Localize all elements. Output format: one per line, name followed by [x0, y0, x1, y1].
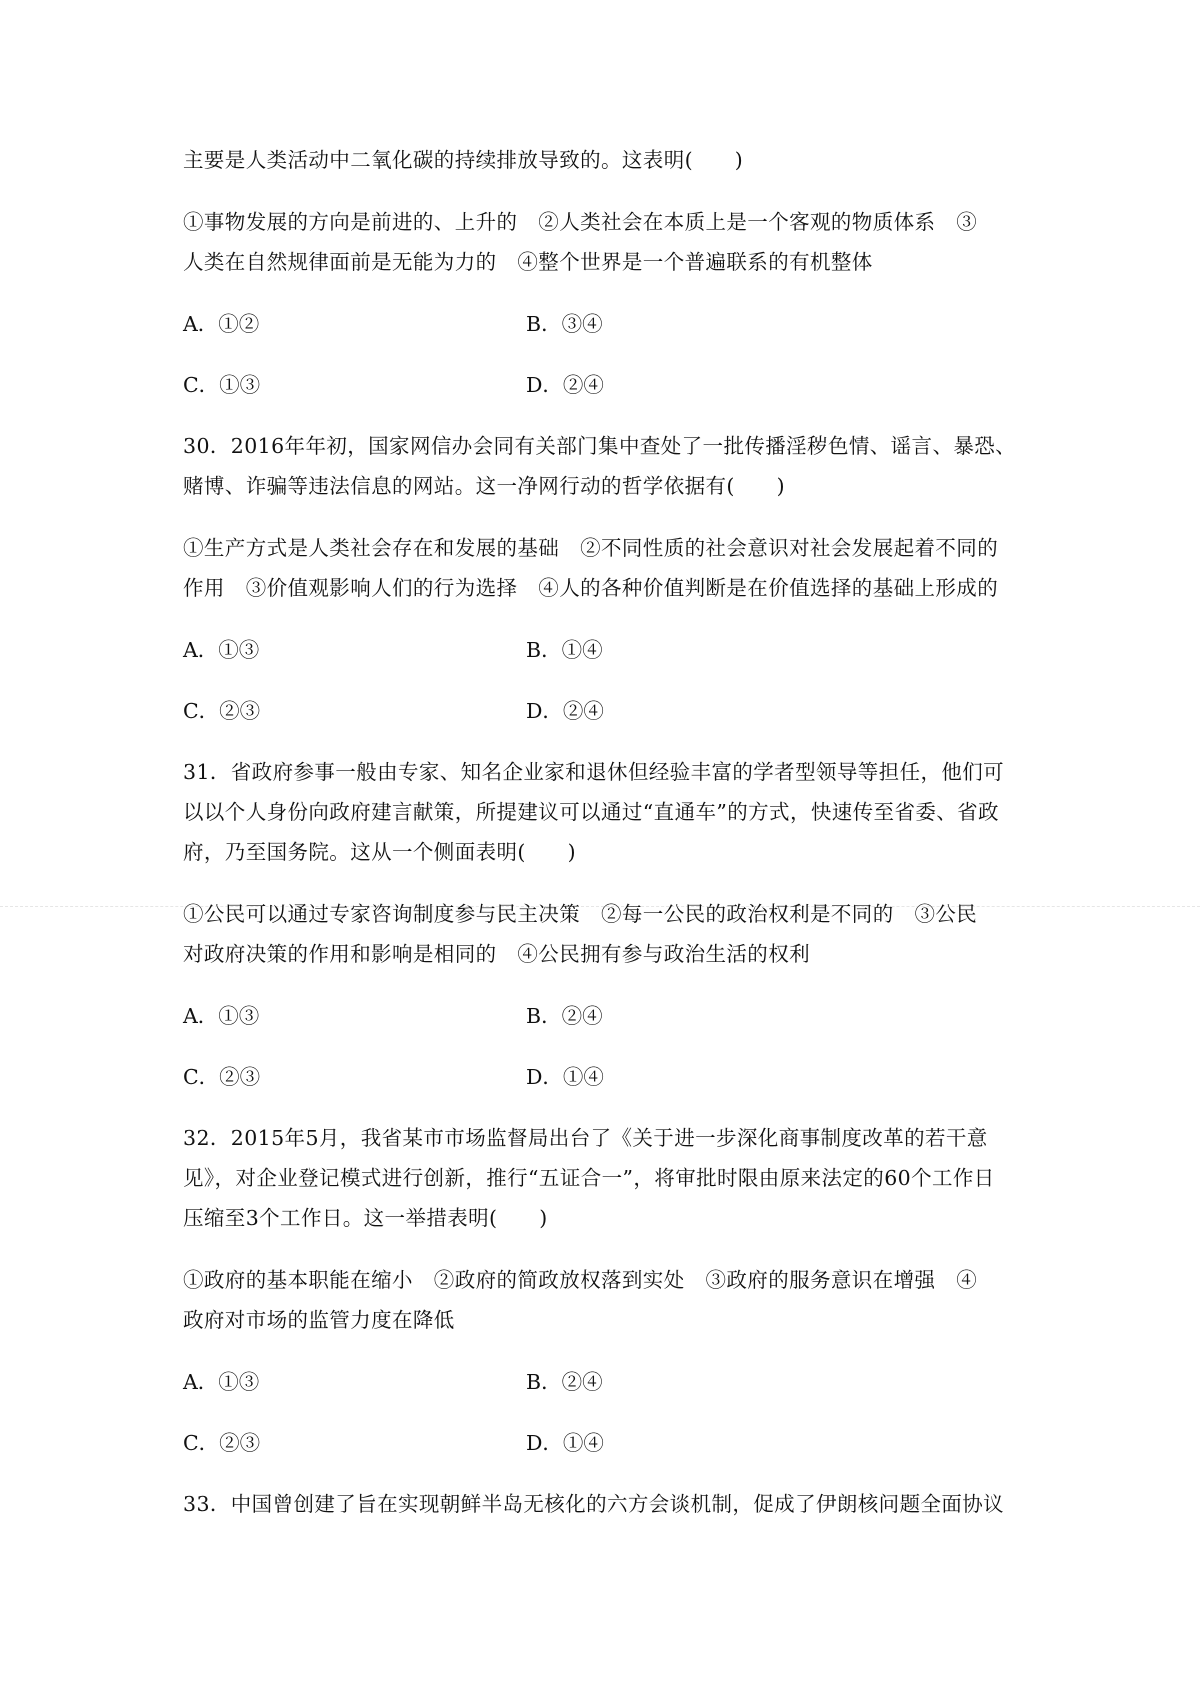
question-statements [183, 202, 1023, 282]
choice-a[interactable]: A．①② [183, 312, 260, 336]
stem-line: 压缩至3个工作日。这一举措表明( ) [183, 1206, 548, 1230]
statement-line: ①生产方式是人类社会存在和发展的基础 ②不同性质的社会意识对社会发展起着不同的 [183, 536, 999, 560]
stem-line: 33．中国曾创建了旨在实现朝鲜半岛无核化的六方会谈机制，促成了伊朗核问题全面协议 [183, 1492, 1005, 1516]
statement-line: ①公民可以通过专家咨询制度参与民主决策 ②每一公民的政治权利是不同的 ③公民 [183, 902, 978, 926]
question-stem [183, 1118, 1023, 1238]
statement-line: 政府对市场的监管力度在降低 [183, 1308, 455, 1332]
stem-line: 以以个人身份向政府建言献策，所提建议可以通过“直通车”的方式，快速传至省委、省政 [183, 800, 999, 824]
stem-line: 31．省政府参事一般由专家、知名企业家和退休但经验丰富的学者型领导等担任，他们可 [183, 760, 1005, 784]
question-32 [183, 1118, 1023, 1463]
choice-b[interactable]: B．③④ [526, 312, 603, 336]
question-statements [183, 894, 1023, 974]
question-statements [183, 1260, 1023, 1340]
statement-line: 作用 ③价值观影响人们的行为选择 ④人的各种价值判断是在价值选择的基础上形成的 [183, 576, 999, 600]
question-33 [183, 1484, 1023, 1524]
choice-row [183, 691, 1023, 731]
stem-line: 见》，对企业登记模式进行创新，推行“五证合一”，将审批时限由原来法定的60个工作日 [183, 1166, 995, 1190]
statement-line: 对政府决策的作用和影响是相同的 ④公民拥有参与政治生活的权利 [183, 942, 810, 966]
choice-c[interactable]: C．①③ [183, 373, 261, 397]
statement-line: 人类在自然规律面前是无能为力的 ④整个世界是一个普遍联系的有机整体 [183, 250, 873, 274]
choice-row [183, 1362, 1023, 1402]
choice-row [183, 304, 1023, 344]
question-stem [183, 752, 1023, 872]
stem-line: 府，乃至国务院。这从一个侧面表明( ) [183, 840, 576, 864]
choice-d[interactable]: D．②④ [526, 699, 604, 723]
choice-a[interactable]: A．①③ [183, 1004, 260, 1028]
choice-a[interactable]: A．①③ [183, 1370, 260, 1394]
choice-c[interactable]: C．②③ [183, 1065, 261, 1089]
choice-b[interactable]: B．①④ [526, 638, 603, 662]
choice-d[interactable]: D．②④ [526, 373, 604, 397]
statement-line: ①事物发展的方向是前进的、上升的 ②人类社会在本质上是一个客观的物质体系 ③ [183, 210, 978, 234]
choice-d[interactable]: D．①④ [526, 1431, 604, 1455]
choice-b[interactable]: B．②④ [526, 1370, 603, 1394]
question-stem [183, 140, 1023, 180]
choice-c[interactable]: C．②③ [183, 699, 261, 723]
question-31 [183, 752, 1023, 1097]
choice-b[interactable]: B．②④ [526, 1004, 603, 1028]
question-stem [183, 426, 1023, 506]
choice-row [183, 996, 1023, 1036]
question-30 [183, 426, 1023, 731]
statement-line: ①政府的基本职能在缩小 ②政府的简政放权落到实处 ③政府的服务意识在增强 ④ [183, 1268, 978, 1292]
stem-line: 32．2015年5月，我省某市市场监督局出台了《关于进一步深化商事制度改革的若干意 [183, 1126, 988, 1150]
question-stem [183, 1484, 1023, 1524]
choice-a[interactable]: A．①③ [183, 638, 260, 662]
choice-row [183, 365, 1023, 405]
choice-row [183, 1057, 1023, 1097]
question-statements [183, 528, 1023, 608]
stem-line: 主要是人类活动中二氧化碳的持续排放导致的。这表明( ) [183, 148, 744, 172]
choice-row [183, 630, 1023, 670]
choice-d[interactable]: D．①④ [526, 1065, 604, 1089]
choice-c[interactable]: C．②③ [183, 1431, 261, 1455]
question-29 [183, 140, 1023, 405]
stem-line: 赌博、诈骗等违法信息的网站。这一净网行动的哲学依据有( ) [183, 474, 785, 498]
document-page [183, 140, 1023, 1546]
choice-row [183, 1423, 1023, 1463]
stem-line: 30．2016年年初，国家网信办会同有关部门集中查处了一批传播淫秽色情、谣言、暴恐、 [183, 434, 1017, 458]
